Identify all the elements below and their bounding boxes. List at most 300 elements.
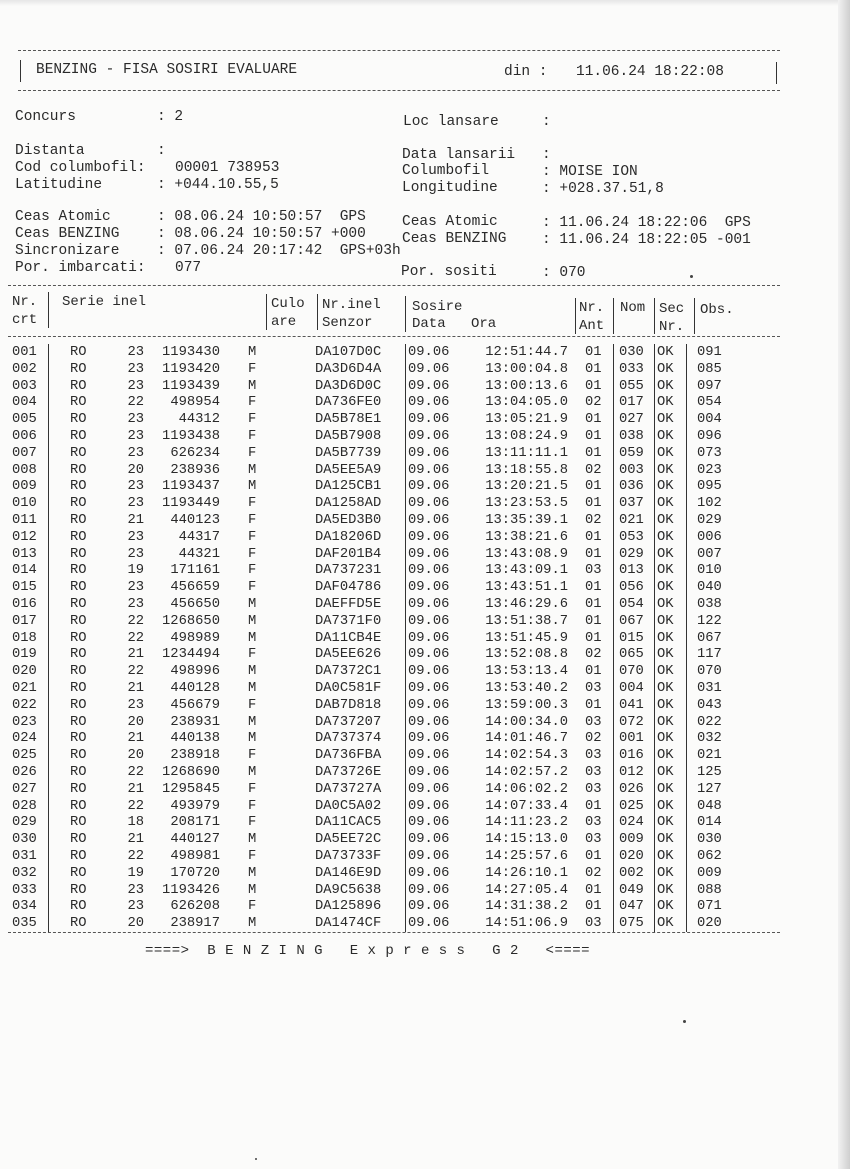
observation: 067 bbox=[697, 630, 722, 646]
table-row bbox=[0, 529, 850, 546]
observation: 091 bbox=[697, 345, 722, 360]
security-status: OK bbox=[657, 395, 674, 411]
security-status: OK bbox=[657, 899, 674, 915]
ring-year: 20 bbox=[127, 748, 144, 764]
table-row bbox=[0, 781, 850, 798]
table-row bbox=[0, 495, 850, 512]
ring-country: RO bbox=[70, 765, 87, 780]
ring-year: 23 bbox=[127, 899, 144, 915]
observation: 125 bbox=[697, 765, 722, 780]
antenna-number: 01 bbox=[585, 798, 602, 814]
table-row bbox=[0, 596, 850, 613]
pigeon-sex: F bbox=[248, 496, 257, 512]
ring-country: RO bbox=[70, 815, 87, 831]
arrival-time: 14:00:34.0 bbox=[485, 714, 568, 730]
ring-country: RO bbox=[70, 865, 87, 881]
header-left-bar bbox=[20, 60, 21, 82]
security-status: OK bbox=[657, 496, 674, 512]
ceas-atomic-start-value: : 08.06.24 10:50:57 GPS bbox=[157, 209, 366, 225]
row-number: 034 bbox=[12, 899, 37, 915]
nomination-number: 026 bbox=[619, 781, 644, 797]
ring-country: RO bbox=[70, 916, 87, 932]
arrival-time: 14:15:13.0 bbox=[485, 832, 568, 848]
ring-year: 22 bbox=[127, 849, 144, 864]
row-number: 014 bbox=[12, 563, 37, 579]
arrival-time: 14:11:23.2 bbox=[485, 815, 568, 831]
security-status: OK bbox=[657, 681, 674, 696]
ring-country: RO bbox=[70, 899, 87, 915]
antenna-number: 01 bbox=[585, 597, 602, 612]
ceas-atomic-end-value: : 11.06.24 18:22:06 GPS bbox=[542, 215, 751, 231]
table-row bbox=[0, 680, 850, 697]
security-status: OK bbox=[657, 462, 674, 478]
nomination-number: 016 bbox=[619, 748, 644, 764]
table-row bbox=[0, 714, 850, 731]
nomination-number: 065 bbox=[619, 647, 644, 663]
observation: 070 bbox=[697, 664, 722, 680]
row-number: 008 bbox=[12, 462, 37, 478]
ring-year: 21 bbox=[127, 513, 144, 528]
ring-country: RO bbox=[70, 580, 87, 596]
sensor-id: DA11CAC5 bbox=[315, 815, 382, 831]
security-status: OK bbox=[657, 731, 674, 747]
antenna-number: 01 bbox=[585, 546, 602, 562]
arrival-time: 13:20:21.5 bbox=[485, 479, 568, 495]
sensor-id: DA11CB4E bbox=[315, 630, 382, 646]
antenna-number: 01 bbox=[585, 361, 602, 377]
row-number: 022 bbox=[12, 697, 37, 713]
table-row bbox=[0, 546, 850, 563]
row-number: 004 bbox=[12, 395, 37, 411]
ring-number: 440127 bbox=[170, 832, 220, 848]
arrival-date: 09.06 bbox=[408, 781, 450, 797]
sensor-id: DA7371F0 bbox=[315, 613, 382, 629]
ring-number: 626234 bbox=[170, 445, 220, 461]
ring-year: 23 bbox=[127, 882, 144, 898]
data-lansarii-label: Data lansarii bbox=[402, 147, 516, 163]
pigeon-sex: M bbox=[248, 664, 257, 680]
row-number: 006 bbox=[12, 429, 37, 444]
columbofil-label: Columbofil bbox=[402, 163, 490, 179]
sensor-id: DAEFFD5E bbox=[315, 597, 382, 612]
arrival-date: 09.06 bbox=[408, 681, 450, 696]
ring-country: RO bbox=[70, 882, 87, 898]
security-status: OK bbox=[657, 361, 674, 377]
nomination-number: 002 bbox=[619, 865, 644, 881]
observation: 054 bbox=[697, 395, 722, 411]
table-row bbox=[0, 697, 850, 714]
ring-year: 22 bbox=[127, 798, 144, 814]
row-number: 015 bbox=[12, 580, 37, 596]
sensor-id: DA5B7908 bbox=[315, 429, 382, 444]
nomination-number: 030 bbox=[619, 345, 644, 360]
arrival-date: 09.06 bbox=[408, 462, 450, 478]
pigeon-sex: M bbox=[248, 916, 257, 932]
table-row bbox=[0, 831, 850, 848]
sensor-id: DA125896 bbox=[315, 899, 382, 915]
ring-number: 44317 bbox=[178, 529, 220, 545]
antenna-number: 03 bbox=[585, 765, 602, 780]
security-status: OK bbox=[657, 580, 674, 596]
ring-number: 440138 bbox=[170, 731, 220, 747]
arrival-time: 13:35:39.1 bbox=[485, 513, 568, 528]
sensor-id: DA3D6D0C bbox=[315, 378, 382, 394]
arrival-time: 13:53:40.2 bbox=[485, 681, 568, 696]
row-number: 031 bbox=[12, 849, 37, 864]
table-row bbox=[0, 562, 850, 579]
nomination-number: 041 bbox=[619, 697, 644, 713]
pigeon-sex: M bbox=[248, 882, 257, 898]
ring-year: 23 bbox=[127, 529, 144, 545]
arrival-date: 09.06 bbox=[408, 882, 450, 898]
row-number: 017 bbox=[12, 613, 37, 629]
arrival-time: 13:53:13.4 bbox=[485, 664, 568, 680]
security-status: OK bbox=[657, 798, 674, 814]
col-serie-inel: Serie inel bbox=[62, 294, 147, 310]
row-number: 020 bbox=[12, 664, 37, 680]
col-sep-2 bbox=[266, 294, 267, 330]
security-status: OK bbox=[657, 445, 674, 461]
ring-year: 23 bbox=[127, 412, 144, 428]
arrival-time: 14:31:38.2 bbox=[485, 899, 568, 915]
sensor-id: DA73733F bbox=[315, 849, 382, 864]
arrival-time: 13:43:51.1 bbox=[485, 580, 568, 596]
arrival-time: 12:51:44.7 bbox=[485, 345, 568, 360]
pigeon-sex: F bbox=[248, 849, 257, 864]
concurs-label: Concurs bbox=[15, 109, 76, 125]
ring-country: RO bbox=[70, 429, 87, 444]
arrival-date: 09.06 bbox=[408, 748, 450, 764]
nomination-number: 037 bbox=[619, 496, 644, 512]
table-row bbox=[0, 378, 850, 395]
arrival-time: 13:46:29.6 bbox=[485, 597, 568, 612]
sincronizare-label: Sincronizare bbox=[15, 243, 120, 259]
ring-country: RO bbox=[70, 647, 87, 663]
pigeon-sex: F bbox=[248, 580, 257, 596]
antenna-number: 03 bbox=[585, 832, 602, 848]
ring-country: RO bbox=[70, 630, 87, 646]
security-status: OK bbox=[657, 479, 674, 495]
security-status: OK bbox=[657, 613, 674, 629]
arrival-date: 09.06 bbox=[408, 630, 450, 646]
observation: 010 bbox=[697, 563, 722, 579]
pigeon-sex: F bbox=[248, 748, 257, 764]
por-sositi-value: : 070 bbox=[542, 265, 586, 281]
arrival-time: 13:08:24.9 bbox=[485, 429, 568, 444]
arrival-date: 09.06 bbox=[408, 798, 450, 814]
security-status: OK bbox=[657, 647, 674, 663]
ring-number: 1193430 bbox=[162, 345, 220, 360]
row-number: 001 bbox=[12, 345, 37, 360]
col-sec-top: Sec bbox=[659, 301, 685, 317]
arrival-date: 09.06 bbox=[408, 815, 450, 831]
antenna-number: 01 bbox=[585, 445, 602, 461]
ring-number: 171161 bbox=[170, 563, 220, 579]
por-imbarcati-value: 077 bbox=[175, 260, 202, 276]
header-top-rule bbox=[18, 50, 780, 51]
arrival-date: 09.06 bbox=[408, 714, 450, 730]
sincronizare-value: : 07.06.24 20:17:42 GPS+03h bbox=[157, 243, 401, 259]
row-number: 026 bbox=[12, 765, 37, 780]
ceas-benzing-start-value: : 08.06.24 10:50:57 +000 bbox=[157, 226, 366, 242]
nomination-number: 021 bbox=[619, 513, 644, 528]
arrival-date: 09.06 bbox=[408, 479, 450, 495]
observation: 102 bbox=[697, 496, 722, 512]
table-row bbox=[0, 915, 850, 932]
table-row bbox=[0, 394, 850, 411]
table-row bbox=[0, 428, 850, 445]
pigeon-sex: F bbox=[248, 899, 257, 915]
ring-country: RO bbox=[70, 849, 87, 864]
ring-number: 493979 bbox=[170, 798, 220, 814]
data-lansarii-value: : bbox=[542, 147, 551, 163]
arrival-time: 13:05:21.9 bbox=[485, 412, 568, 428]
sensor-id: DA736FE0 bbox=[315, 395, 382, 411]
pigeon-sex: F bbox=[248, 647, 257, 663]
col-sep-7 bbox=[654, 298, 655, 334]
pigeon-sex: M bbox=[248, 462, 257, 478]
row-number: 016 bbox=[12, 597, 37, 612]
antenna-number: 01 bbox=[585, 429, 602, 444]
row-number: 027 bbox=[12, 781, 37, 797]
observation: 030 bbox=[697, 832, 722, 848]
arrival-time: 14:51:06.9 bbox=[485, 916, 568, 932]
nomination-number: 072 bbox=[619, 714, 644, 730]
col-nom: Nom bbox=[620, 300, 646, 316]
table-row bbox=[0, 613, 850, 630]
body-sep-ant bbox=[613, 344, 614, 932]
ring-number: 170720 bbox=[170, 865, 220, 881]
sensor-id: DA9C5638 bbox=[315, 882, 382, 898]
ring-year: 23 bbox=[127, 361, 144, 377]
antenna-number: 01 bbox=[585, 849, 602, 864]
pigeon-sex: M bbox=[248, 479, 257, 495]
ring-country: RO bbox=[70, 798, 87, 814]
observation: 117 bbox=[697, 647, 722, 663]
table-row bbox=[0, 764, 850, 781]
arrival-date: 09.06 bbox=[408, 513, 450, 528]
nomination-number: 059 bbox=[619, 445, 644, 461]
observation: 029 bbox=[697, 513, 722, 528]
longitudine-label: Longitudine bbox=[402, 180, 498, 196]
observation: 004 bbox=[697, 412, 722, 428]
ring-country: RO bbox=[70, 361, 87, 377]
ring-number: 1193449 bbox=[162, 496, 220, 512]
arrival-date: 09.06 bbox=[408, 429, 450, 444]
ceas-benzing-end-label: Ceas BENZING bbox=[402, 231, 507, 247]
row-number: 028 bbox=[12, 798, 37, 814]
row-number: 021 bbox=[12, 681, 37, 696]
ring-year: 19 bbox=[127, 865, 144, 881]
ring-country: RO bbox=[70, 529, 87, 545]
ring-country: RO bbox=[70, 781, 87, 797]
arrival-date: 09.06 bbox=[408, 832, 450, 848]
scan-top-shadow bbox=[0, 0, 850, 6]
arrival-date: 09.06 bbox=[408, 445, 450, 461]
arrival-time: 13:00:13.6 bbox=[485, 378, 568, 394]
row-number: 033 bbox=[12, 882, 37, 898]
security-status: OK bbox=[657, 781, 674, 797]
table-row bbox=[0, 865, 850, 882]
security-status: OK bbox=[657, 664, 674, 680]
security-status: OK bbox=[657, 916, 674, 932]
ring-year: 23 bbox=[127, 378, 144, 394]
antenna-number: 01 bbox=[585, 496, 602, 512]
observation: 031 bbox=[697, 681, 722, 696]
row-number: 011 bbox=[12, 513, 37, 528]
document-title: BENZING - FISA SOSIRI EVALUARE bbox=[36, 62, 298, 78]
por-sositi-label: Por. sositi bbox=[401, 264, 497, 280]
arrival-time: 13:51:38.7 bbox=[485, 613, 568, 629]
header-right-bar bbox=[776, 62, 777, 84]
row-number: 012 bbox=[12, 529, 37, 545]
antenna-number: 01 bbox=[585, 529, 602, 545]
arrival-date: 09.06 bbox=[408, 345, 450, 360]
observation: 043 bbox=[697, 697, 722, 713]
nomination-number: 003 bbox=[619, 462, 644, 478]
pigeon-sex: F bbox=[248, 815, 257, 831]
ring-number: 238936 bbox=[170, 462, 220, 478]
arrival-time: 13:11:11.1 bbox=[485, 445, 568, 461]
ring-year: 20 bbox=[127, 916, 144, 932]
ring-country: RO bbox=[70, 445, 87, 461]
pigeon-sex: M bbox=[248, 714, 257, 730]
row-number: 030 bbox=[12, 832, 37, 848]
col-nr-ant-bottom: Ant bbox=[579, 318, 605, 334]
ring-year: 20 bbox=[127, 714, 144, 730]
body-sep-serie bbox=[48, 344, 49, 932]
ring-country: RO bbox=[70, 714, 87, 730]
col-sep-5 bbox=[575, 298, 576, 334]
longitudine-value: : +028.37.51,8 bbox=[542, 181, 664, 197]
observation: 040 bbox=[697, 580, 722, 596]
arrival-time: 14:25:57.6 bbox=[485, 849, 568, 864]
table-row bbox=[0, 445, 850, 462]
por-imbarcati-label: Por. imbarcati: bbox=[15, 260, 146, 276]
ring-number: 456679 bbox=[170, 697, 220, 713]
table-row bbox=[0, 814, 850, 831]
security-status: OK bbox=[657, 513, 674, 528]
latitudine-label: Latitudine bbox=[15, 177, 103, 193]
nomination-number: 024 bbox=[619, 815, 644, 831]
ring-number: 498981 bbox=[170, 849, 220, 864]
table-row bbox=[0, 730, 850, 747]
report-date-value: 11.06.24 18:22:08 bbox=[576, 64, 724, 80]
nomination-number: 056 bbox=[619, 580, 644, 596]
antenna-number: 03 bbox=[585, 815, 602, 831]
table-row bbox=[0, 579, 850, 596]
ring-year: 18 bbox=[127, 815, 144, 831]
ring-number: 238918 bbox=[170, 748, 220, 764]
arrival-time: 13:43:09.1 bbox=[485, 563, 568, 579]
ring-year: 23 bbox=[127, 597, 144, 612]
col-sep-6 bbox=[613, 298, 614, 334]
arrival-date: 09.06 bbox=[408, 395, 450, 411]
arrival-time: 14:06:02.2 bbox=[485, 781, 568, 797]
security-status: OK bbox=[657, 865, 674, 881]
table-row bbox=[0, 344, 850, 361]
observation: 073 bbox=[697, 445, 722, 461]
latitudine-value: : +044.10.55,5 bbox=[157, 177, 279, 193]
arrival-date: 09.06 bbox=[408, 865, 450, 881]
antenna-number: 03 bbox=[585, 681, 602, 696]
row-number: 035 bbox=[12, 916, 37, 932]
ring-country: RO bbox=[70, 345, 87, 360]
ring-year: 22 bbox=[127, 664, 144, 680]
col-nr-ant-top: Nr. bbox=[579, 300, 605, 316]
table-row bbox=[0, 663, 850, 680]
security-status: OK bbox=[657, 815, 674, 831]
security-status: OK bbox=[657, 849, 674, 864]
ring-number: 440128 bbox=[170, 681, 220, 696]
pigeon-sex: M bbox=[248, 378, 257, 394]
arrival-date: 09.06 bbox=[408, 597, 450, 612]
sensor-id: DA5B78E1 bbox=[315, 412, 382, 428]
table-row bbox=[0, 646, 850, 663]
pigeon-sex: M bbox=[248, 681, 257, 696]
observation: 048 bbox=[697, 798, 722, 814]
observation: 022 bbox=[697, 714, 722, 730]
nomination-number: 036 bbox=[619, 479, 644, 495]
security-status: OK bbox=[657, 546, 674, 562]
security-status: OK bbox=[657, 563, 674, 579]
antenna-number: 02 bbox=[585, 647, 602, 663]
antenna-number: 01 bbox=[585, 378, 602, 394]
ring-number: 1295845 bbox=[162, 781, 220, 797]
sensor-id: DA5EE626 bbox=[315, 647, 382, 663]
arrival-date: 09.06 bbox=[408, 697, 450, 713]
pigeon-sex: F bbox=[248, 513, 257, 528]
col-culoare-bottom: are bbox=[271, 314, 297, 330]
row-number: 005 bbox=[12, 412, 37, 428]
cod-columbofil-label: Cod columbofil: bbox=[15, 160, 146, 176]
ring-country: RO bbox=[70, 479, 87, 495]
row-number: 029 bbox=[12, 815, 37, 831]
sensor-id: DA737231 bbox=[315, 563, 382, 579]
nomination-number: 004 bbox=[619, 681, 644, 696]
loc-lansare-value: : bbox=[542, 114, 551, 130]
observation: 122 bbox=[697, 613, 722, 629]
nomination-number: 049 bbox=[619, 882, 644, 898]
col-crt: crt bbox=[12, 312, 38, 328]
sensor-id: DAF201B4 bbox=[315, 546, 382, 562]
row-number: 009 bbox=[12, 479, 37, 495]
security-status: OK bbox=[657, 748, 674, 764]
ceas-benzing-start-label: Ceas BENZING bbox=[15, 226, 120, 242]
table-row bbox=[0, 798, 850, 815]
ring-number: 238931 bbox=[170, 714, 220, 730]
scan-speck bbox=[683, 1020, 686, 1023]
nomination-number: 012 bbox=[619, 765, 644, 780]
nomination-number: 067 bbox=[619, 613, 644, 629]
sensor-id: DA73726E bbox=[315, 765, 382, 780]
ring-country: RO bbox=[70, 597, 87, 612]
observation: 014 bbox=[697, 815, 722, 831]
distanta-label: Distanta bbox=[15, 143, 85, 159]
ring-year: 23 bbox=[127, 546, 144, 562]
col-ora: Ora bbox=[471, 316, 497, 332]
sensor-id: DA737207 bbox=[315, 714, 382, 730]
security-status: OK bbox=[657, 765, 674, 780]
security-status: OK bbox=[657, 697, 674, 713]
table-row bbox=[0, 478, 850, 495]
nomination-number: 013 bbox=[619, 563, 644, 579]
observation: 032 bbox=[697, 731, 722, 747]
ring-number: 1193437 bbox=[162, 479, 220, 495]
observation: 085 bbox=[697, 361, 722, 377]
observation: 088 bbox=[697, 882, 722, 898]
ring-year: 23 bbox=[127, 479, 144, 495]
